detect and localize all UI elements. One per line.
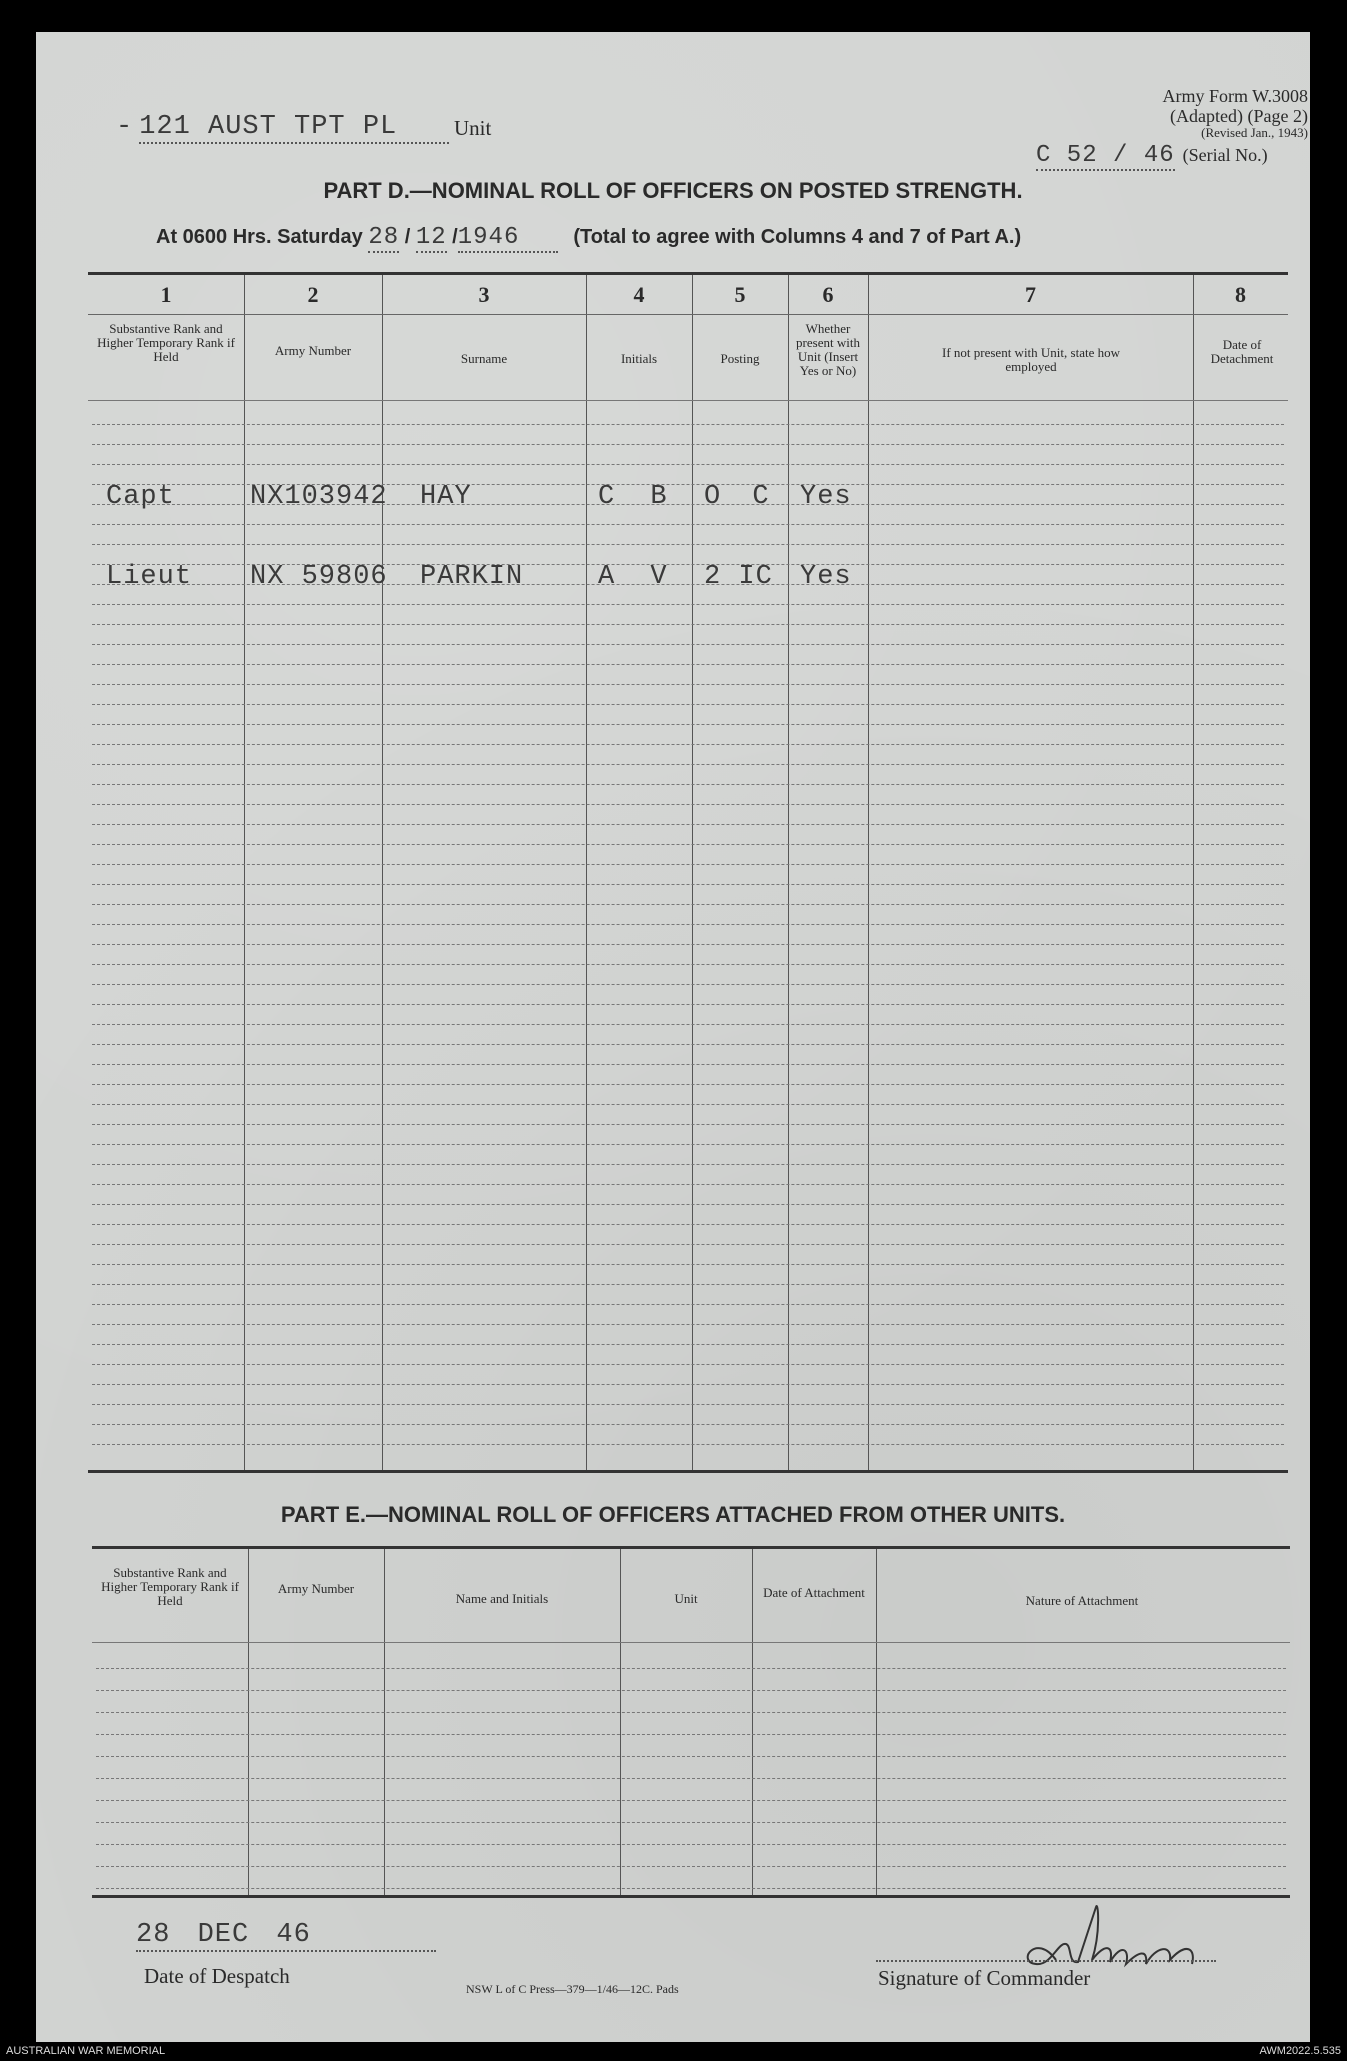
ruled-line (92, 1404, 1284, 1405)
ruled-line (92, 804, 1284, 805)
archive-id: AWM2022.5.535 (1259, 2045, 1341, 2057)
ruled-line (92, 1244, 1284, 1245)
row-2-posting: 2 IC (704, 562, 773, 592)
ruled-line (92, 1024, 1284, 1025)
ruled-line (92, 444, 1284, 445)
form-number: Army Form W.3008 (1162, 86, 1308, 106)
ruled-line (92, 644, 1284, 645)
ruled-line (92, 984, 1284, 985)
ruled-line (92, 1204, 1284, 1205)
part-d-date-line: At 0600 Hrs. Saturday 28 / 12 /1946 (Total to agree with Columns 4 and 7 of Part A.) (156, 224, 1022, 251)
row-1-present: Yes (800, 482, 852, 512)
part-d-bottom-rule (88, 1470, 1288, 1473)
archive-name: AUSTRALIAN WAR MEMORIAL (6, 2045, 166, 2057)
ruled-line (92, 544, 1284, 545)
col-sep (868, 275, 869, 1470)
ruled-line (92, 1364, 1284, 1365)
ruled-line (92, 624, 1284, 625)
ruled-line (92, 1084, 1284, 1085)
col-1-label: Substantive Rank and Higher Temporary Rank if Held (97, 321, 235, 364)
col-7-number: 7 (1025, 282, 1036, 307)
ruled-line (92, 1164, 1284, 1165)
col-5-number: 5 (734, 282, 746, 307)
ruled-line (92, 824, 1284, 825)
col-2-number: 2 (307, 282, 319, 307)
ruled-line (92, 904, 1284, 905)
row-2-rank: Lieut (106, 562, 193, 592)
part-e-title: PART E.—NOMINAL ROLL OF OFFICERS ATTACHED FROM OTHER UNITS. (280, 1502, 1066, 1527)
ruled-line (96, 1844, 1286, 1845)
col-8-number: 8 (1235, 282, 1246, 307)
ruled-line (96, 1668, 1286, 1669)
col-5-label: Posting (720, 351, 760, 366)
ruled-line (92, 944, 1284, 945)
ruled-line (92, 1224, 1284, 1225)
ruled-line (92, 744, 1284, 745)
form-sheet (36, 32, 1310, 2042)
unit-value: - 121 AUST TPT PL (116, 112, 449, 144)
part-d-title: PART D.—NOMINAL ROLL OF OFFICERS ON POSTED STRENGTH. (323, 178, 1023, 203)
header-divider (88, 314, 1288, 315)
ruled-line (96, 1712, 1286, 1713)
ruled-line (96, 1778, 1286, 1779)
ruled-line (92, 604, 1284, 605)
row-2-present: Yes (800, 562, 852, 592)
ruled-line (92, 1324, 1284, 1325)
row-1-rank: Capt (106, 482, 175, 512)
ruled-line (92, 964, 1284, 965)
ruled-line (92, 1304, 1284, 1305)
e-col-rank-label: Substantive Rank and Higher Temporary Rank if Held (101, 1565, 239, 1608)
form-page: (Adapted) (Page 2) (1170, 106, 1308, 126)
col-sep (692, 275, 693, 1470)
signature-label: Signature of Commander (878, 1966, 1091, 1990)
ruled-line (92, 1064, 1284, 1065)
col-3-number: 3 (478, 282, 490, 307)
col-6-label: Whether present with Unit (Insert Yes or No) (796, 321, 860, 378)
despatch-date: 28 DEC 46 (136, 1920, 436, 1952)
col-4-label: Initials (620, 351, 658, 366)
col-sep (586, 275, 587, 1470)
despatch-label: Date of Despatch (144, 1964, 290, 1988)
ruled-line (92, 1004, 1284, 1005)
ruled-line (96, 1756, 1286, 1757)
row-2-surname: PARKIN (420, 562, 524, 592)
printer-imprint: NSW L of C Press—379—1/46—12C. Pads (466, 1982, 679, 1996)
e-col-nature-label: Nature of Attachment (1025, 1593, 1139, 1608)
ruled-line (92, 1284, 1284, 1285)
col-2-label: Army Number (274, 343, 352, 358)
ruled-line (92, 1044, 1284, 1045)
ruled-line (96, 1690, 1286, 1691)
ruled-line (92, 924, 1284, 925)
col-6-number: 6 (822, 282, 834, 307)
col-sep (382, 275, 383, 1470)
ruled-line (92, 884, 1284, 885)
ruled-line (92, 464, 1284, 465)
header-bottom (88, 400, 1288, 401)
archive-credit-bar (0, 2042, 1347, 2061)
part-e-top-rule (92, 1546, 1290, 1549)
col-sep (244, 275, 245, 1470)
ruled-line (92, 1104, 1284, 1105)
e-col-unit-label: Unit (674, 1591, 698, 1606)
ruled-line (92, 1424, 1284, 1425)
ruled-line (92, 1444, 1284, 1445)
row-1-surname: HAY (420, 482, 472, 512)
form-identifier (1086, 86, 1308, 140)
col-8-label: Date of Detachment (1210, 337, 1274, 366)
ruled-line (96, 1822, 1286, 1823)
e-col-number-label: Army Number (277, 1581, 355, 1596)
signature-line (876, 1960, 1216, 1962)
ruled-line (92, 424, 1284, 425)
ruled-line (92, 784, 1284, 785)
row-2-initials: A V (598, 562, 668, 592)
e-header-bottom (92, 1642, 1290, 1643)
e-col-name-label: Name and Initials (455, 1591, 549, 1606)
col-sep (1193, 275, 1194, 1470)
ruled-line (92, 844, 1284, 845)
col-1-number: 1 (160, 282, 172, 307)
col-4-number: 4 (633, 282, 645, 307)
unit-label: Unit (454, 116, 492, 140)
ruled-line (96, 1734, 1286, 1735)
ruled-line (92, 1384, 1284, 1385)
col-sep (788, 275, 789, 1470)
serial-number: C 52 / 46 (Serial No.) (1036, 142, 1268, 169)
ruled-line (92, 1184, 1284, 1185)
row-1-posting: O C (704, 482, 770, 512)
row-1-initials: C B (598, 482, 668, 512)
ruled-line (92, 664, 1284, 665)
ruled-line (96, 1800, 1286, 1801)
col-3-label: Surname (460, 351, 508, 366)
e-col-date-label: Date of Attachment (763, 1585, 865, 1600)
ruled-line (92, 1264, 1284, 1265)
ruled-line (92, 524, 1284, 525)
form-revision: (Revised Jan., 1943) (1201, 125, 1308, 140)
ruled-line (96, 1866, 1286, 1867)
part-d-top-rule (88, 272, 1288, 275)
ruled-line (92, 1344, 1284, 1345)
ruled-line (92, 864, 1284, 865)
ruled-line (92, 704, 1284, 705)
col-7-label: If not present with Unit, state how employed (942, 345, 1120, 374)
ruled-line (92, 684, 1284, 685)
row-1-army-number: NX103942 (250, 482, 388, 512)
ruled-line (92, 1144, 1284, 1145)
row-2-army-number: NX 59806 (250, 562, 388, 592)
ruled-line (92, 764, 1284, 765)
ruled-line (92, 1124, 1284, 1125)
ruled-line (92, 724, 1284, 725)
